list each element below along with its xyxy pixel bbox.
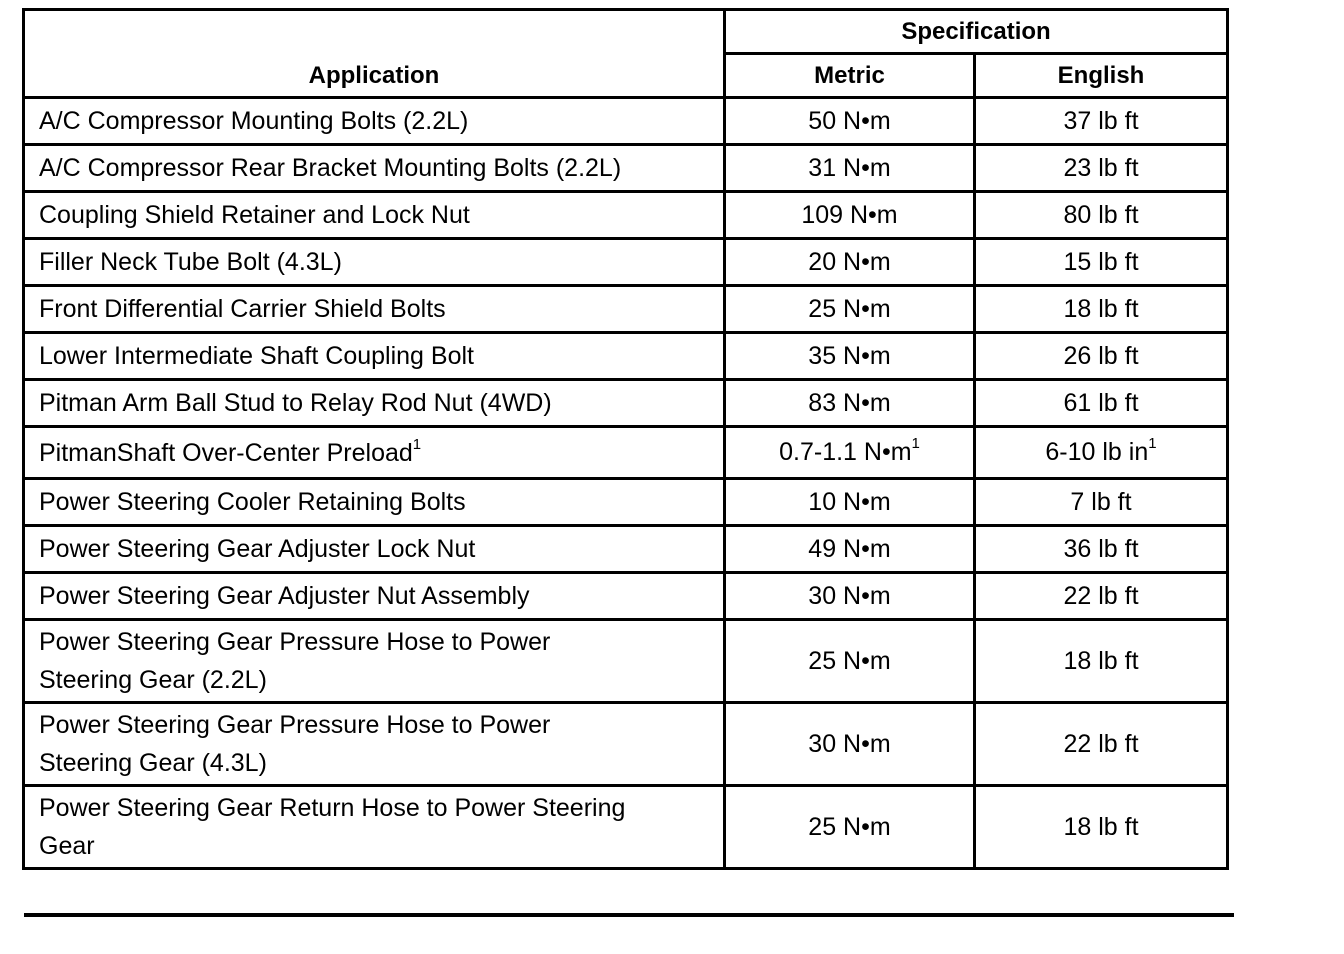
table-row: [24, 786, 1228, 869]
english-cell: 18 lb ft: [975, 620, 1228, 703]
table-row: [24, 427, 1228, 479]
table-row: [24, 98, 1228, 145]
metric-cell: 10 N•m: [725, 479, 975, 526]
application-line: Power Steering Gear Pressure Hose to Power: [39, 628, 551, 656]
application-cell: A/C Compressor Rear Bracket Mounting Bolts (2.2L): [24, 145, 725, 192]
application-cell: Power Steering Gear Adjuster Lock Nut: [24, 526, 725, 573]
fastener-torque-spec-table: [22, 8, 1229, 870]
metric-cell: 20 N•m: [725, 239, 975, 286]
english-cell: 80 lb ft: [975, 192, 1228, 239]
application-cell: [24, 786, 725, 869]
metric-cell: 30 N•m: [725, 703, 975, 786]
metric-cell: [725, 427, 975, 479]
application-cell: Power Steering Gear Adjuster Nut Assembly: [24, 573, 725, 620]
application-text: PitmanShaft Over-Center Preload: [39, 438, 413, 467]
english-cell: 36 lb ft: [975, 526, 1228, 573]
english-cell: 18 lb ft: [975, 286, 1228, 333]
english-cell: 37 lb ft: [975, 98, 1228, 145]
metric-cell: 83 N•m: [725, 380, 975, 427]
metric-cell: 50 N•m: [725, 98, 975, 145]
table-row: [24, 573, 1228, 620]
table-row: [24, 479, 1228, 526]
application-cell: Filler Neck Tube Bolt (4.3L): [24, 239, 725, 286]
application-cell: Lower Intermediate Shaft Coupling Bolt: [24, 333, 725, 380]
metric-cell: 25 N•m: [725, 786, 975, 869]
english-cell: 22 lb ft: [975, 703, 1228, 786]
application-line: Steering Gear (4.3L): [39, 749, 267, 777]
english-cell: 26 lb ft: [975, 333, 1228, 380]
table-bottom-rule: [24, 913, 1234, 917]
application-cell: [24, 427, 725, 479]
english-cell: 15 lb ft: [975, 239, 1228, 286]
english-cell: 22 lb ft: [975, 573, 1228, 620]
application-line: Power Steering Gear Pressure Hose to Power: [39, 711, 551, 739]
table-row: [24, 192, 1228, 239]
table-row: [24, 333, 1228, 380]
table-row: [24, 239, 1228, 286]
metric-cell: 49 N•m: [725, 526, 975, 573]
application-line: Steering Gear (2.2L): [39, 666, 267, 694]
metric-cell: 30 N•m: [725, 573, 975, 620]
metric-header: Metric: [725, 54, 975, 98]
application-cell: Power Steering Cooler Retaining Bolts: [24, 479, 725, 526]
footnote-marker: 1: [412, 435, 422, 453]
english-cell: 18 lb ft: [975, 786, 1228, 869]
footnote-marker: 1: [1148, 435, 1157, 452]
english-cell: [975, 427, 1228, 479]
metric-cell: 25 N•m: [725, 286, 975, 333]
application-cell: [24, 620, 725, 703]
header-row-top: [24, 10, 1228, 54]
table-row: [24, 526, 1228, 573]
application-cell: [24, 703, 725, 786]
application-cell: A/C Compressor Mounting Bolts (2.2L): [24, 98, 725, 145]
english-header: English: [975, 54, 1228, 98]
table-row: [24, 145, 1228, 192]
table-row: [24, 620, 1228, 703]
footnote-marker: 1: [911, 435, 920, 452]
metric-cell: 25 N•m: [725, 620, 975, 703]
application-line: Gear: [39, 832, 95, 860]
table-row: [24, 703, 1228, 786]
application-cell: Coupling Shield Retainer and Lock Nut: [24, 192, 725, 239]
english-cell: 61 lb ft: [975, 380, 1228, 427]
english-cell: 23 lb ft: [975, 145, 1228, 192]
table-row: [24, 380, 1228, 427]
application-cell: Front Differential Carrier Shield Bolts: [24, 286, 725, 333]
english-text: 6-10 lb in: [1045, 438, 1149, 466]
english-cell: 7 lb ft: [975, 479, 1228, 526]
metric-text: 0.7-1.1 N•m: [779, 438, 912, 466]
application-header: Application: [24, 10, 725, 98]
table-row: [24, 286, 1228, 333]
specification-header: Specification: [725, 10, 1228, 54]
application-cell: Pitman Arm Ball Stud to Relay Rod Nut (4WD): [24, 380, 725, 427]
metric-cell: 35 N•m: [725, 333, 975, 380]
application-line: Power Steering Gear Return Hose to Power Steering: [39, 794, 626, 822]
metric-cell: 109 N•m: [725, 192, 975, 239]
metric-cell: 31 N•m: [725, 145, 975, 192]
